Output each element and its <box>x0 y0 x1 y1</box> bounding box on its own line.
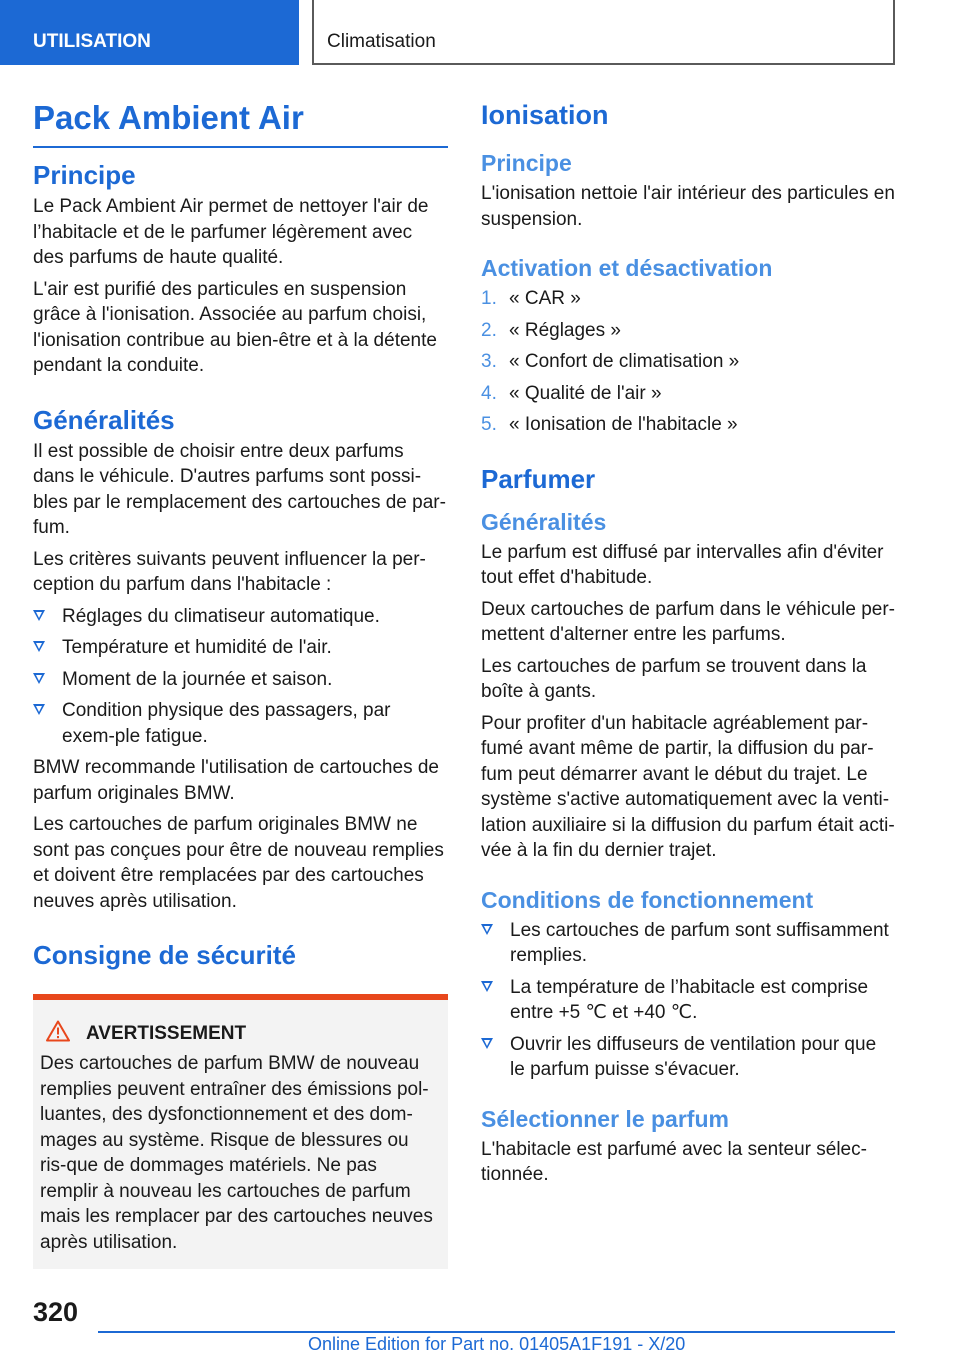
chapter-title: Climatisation <box>327 31 436 52</box>
page-number: 320 <box>33 1297 79 1327</box>
activation-heading: Activation et désactivation <box>481 255 773 281</box>
warning-title: AVERTISSEMENT <box>86 1023 247 1044</box>
paragraph: L'air est purifié des particules en suspension grâce à l'ionisation. Associée au parfum choisi, l'ionisation contribue au bien-être et à la détente pendant la conduite. <box>33 278 437 376</box>
generalites-heading: Généralités <box>33 404 175 435</box>
triangle-bullet-icon <box>33 673 45 684</box>
list-item: Réglages du climatiseur automatique. <box>33 604 448 630</box>
conditions-list <box>481 918 896 1083</box>
right-column <box>481 96 896 1194</box>
list-item: 2. « Réglages » <box>481 319 621 341</box>
paragraph: Il est possible de choisir entre deux parfums dans le véhicule. D'autres parfums sont possi-bles par le remplacement des cartouches de par-fum. <box>33 440 446 538</box>
principe-heading: Principe <box>33 160 136 190</box>
parfumer-heading: Parfumer <box>481 463 596 494</box>
paragraph: Pour profiter d'un habitacle agréablement par-fumé avant même de partir, la diffusion du par-fum peut démarrer avant le début du trajet. Le système s'active automatiquement avec la venti-lation auxiliaire si la diffusion du parfum était acti-vée à la fin du dernier trajet. <box>481 712 895 861</box>
list-item: 4. « Qualité de l'air » <box>481 382 662 404</box>
triangle-bullet-icon <box>33 610 45 621</box>
list-item: 1. « CAR » <box>481 288 581 309</box>
footer-edition-text: Online Edition for Part no. 01405A1F191 - X/20 <box>308 1334 686 1354</box>
conditions-heading: Conditions de fonctionnement <box>481 886 814 913</box>
criteria-list <box>33 604 448 750</box>
left-column <box>33 96 448 1269</box>
parfumer-generalites-heading: Généralités <box>481 508 607 535</box>
ionisation-principe-heading: Principe <box>481 150 572 176</box>
list-item: Les cartouches de parfum sont suffisamment remplies. <box>481 918 896 969</box>
triangle-bullet-icon <box>481 1038 493 1049</box>
triangle-bullet-icon <box>33 704 45 715</box>
paragraph: Le Pack Ambient Air permet de nettoyer l'air de l’habitacle et de le parfumer légèrement avec des parfums de haute qualité. <box>33 196 429 268</box>
paragraph: Les cartouches de parfum originales BMW ne sont pas conçues pour être de nouveau remplies et doivent être remplacées par des cartouches neuves après utilisation. <box>33 814 444 912</box>
activation-steps <box>481 286 896 438</box>
warning-triangle-icon <box>46 1020 70 1042</box>
list-item: Ouvrir les diffuseurs de ventilation pour que le parfum puisse s'évacuer. <box>481 1032 896 1083</box>
triangle-bullet-icon <box>33 641 45 652</box>
list-item: Moment de la journée et saison. <box>33 667 448 693</box>
warning-text: Des cartouches de parfum BMW de nouveau remplies peuvent entraîner des émissions pol-luantes, des dysfonctionnement et des dom-mages au système. Risque de blessures ou ris-que de dommages matériels. Ne pas remplir à nouveau les cartouches de parfum mais les remplacer par des cartouches neuves après utilisation. <box>40 1053 433 1253</box>
page-title: Pack Ambient Air <box>33 96 448 148</box>
paragraph: Deux cartouches de parfum dans le véhicule per-mettent d'alterner entre les parfums. <box>481 598 896 645</box>
triangle-bullet-icon <box>481 924 493 935</box>
paragraph: BMW recommande l'utilisation de cartouches de parfum originales BMW. <box>33 757 439 804</box>
list-item: 5. « Ionisation de l'habitacle » <box>481 414 738 435</box>
paragraph: L'habitacle est parfumé avec la senteur sélec-tionnée. <box>481 1138 867 1185</box>
paragraph: Les critères suivants peuvent influencer la per-ception du parfum dans l'habitacle : <box>33 548 426 595</box>
selection-heading: Sélectionner le parfum <box>481 1105 729 1132</box>
paragraph: Les cartouches de parfum se trouvent dans la boîte à gants. <box>481 655 867 702</box>
footer-divider <box>98 1331 895 1333</box>
section-title: UTILISATION <box>33 31 151 52</box>
header-chapter-tab <box>312 0 895 65</box>
ionisation-heading: Ionisation <box>481 100 609 130</box>
warning-box <box>33 994 448 1269</box>
list-item: Température et humidité de l'air. <box>33 635 448 661</box>
list-item: La température de l’habitacle est comprise entre +5 ℃ et +40 ℃. <box>481 975 896 1026</box>
consigne-heading: Consigne de sécurité <box>33 940 296 970</box>
warning-header <box>40 1020 440 1047</box>
triangle-bullet-icon <box>481 981 493 992</box>
list-item: 3. « Confort de climatisation » <box>481 351 740 372</box>
paragraph: L'ionisation nettoie l'air intérieur des particules en suspension. <box>481 183 895 230</box>
paragraph: Le parfum est diffusé par intervalles afin d'éviter tout effet d'habitude. <box>481 541 884 588</box>
list-item: Condition physique des passagers, par exem-ple fatigue. <box>33 698 448 749</box>
header-section-tab <box>0 0 299 65</box>
